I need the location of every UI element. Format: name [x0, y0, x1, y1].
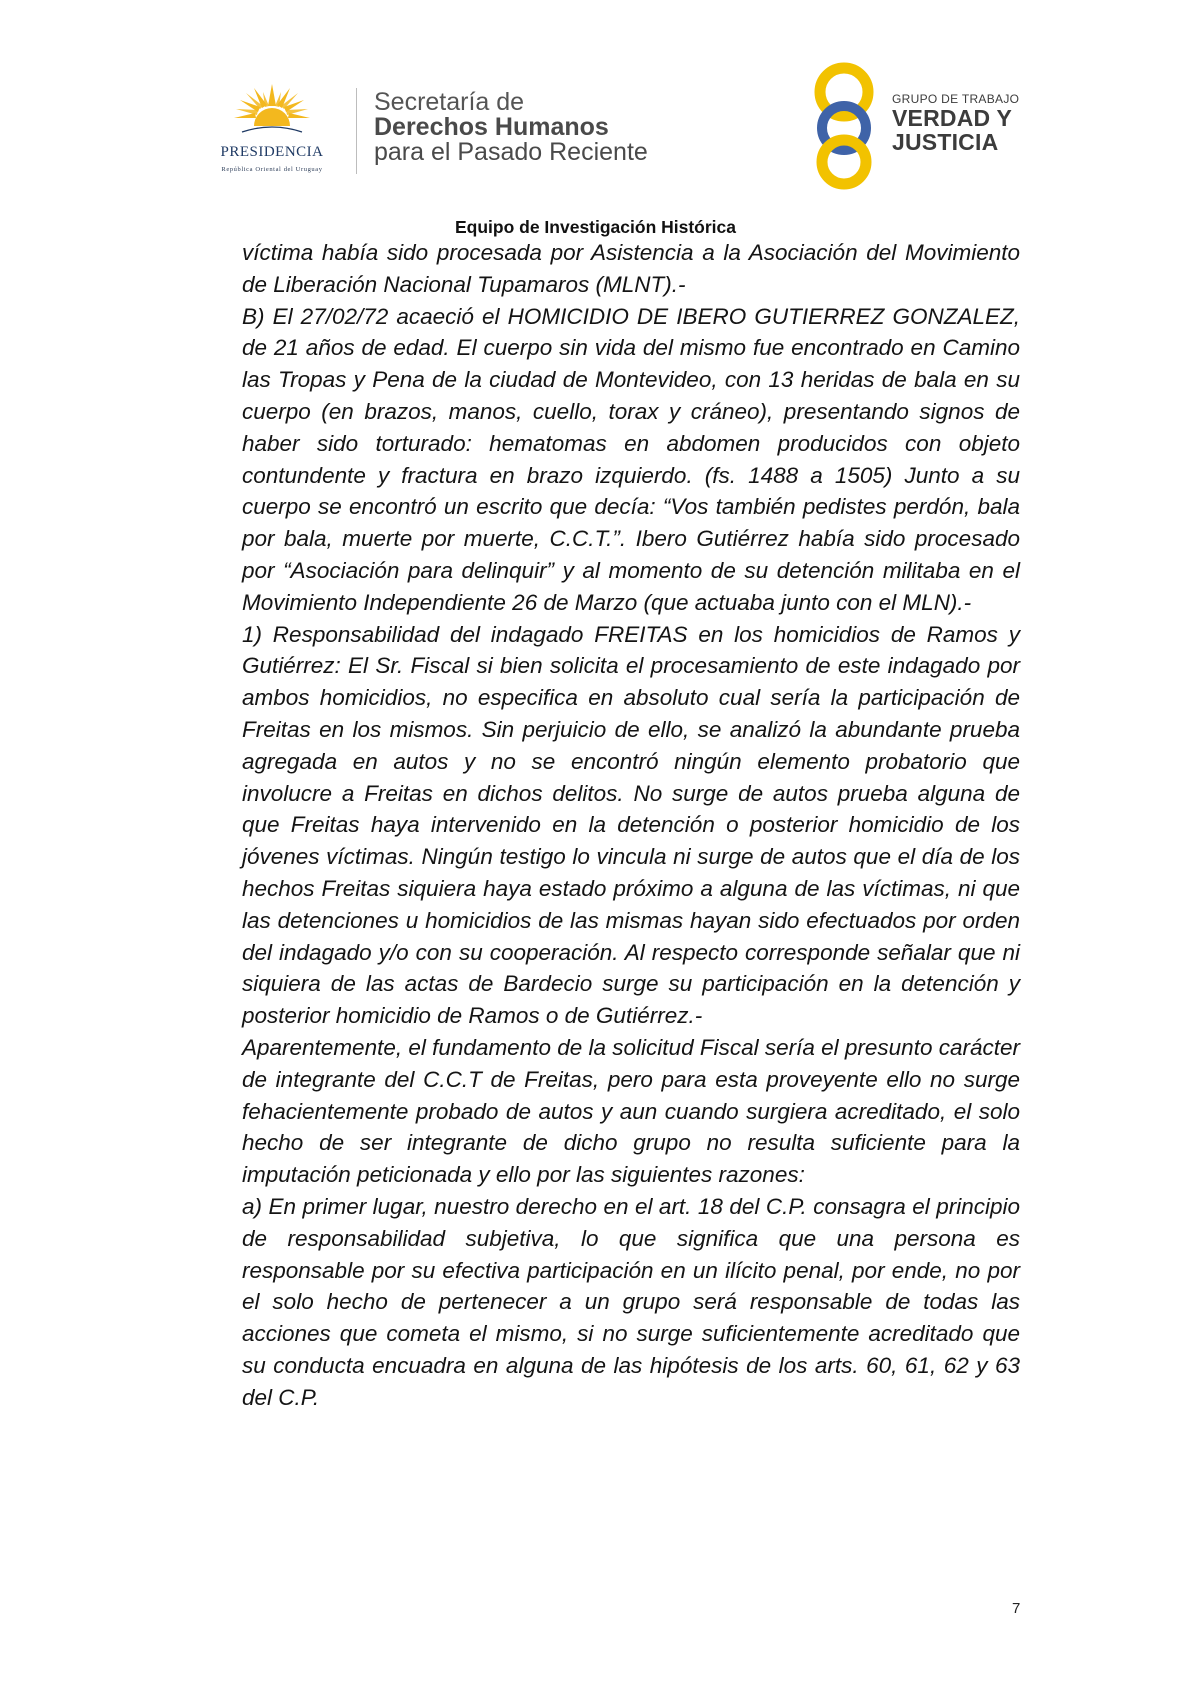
- paragraph-1: víctima había sido procesada por Asistencia a la Asociación del Movimiento de Liberación Nacional Tupamaros (MLNT).-: [242, 240, 1020, 297]
- interlocked-rings-icon: [808, 62, 888, 190]
- unit-title: Equipo de Investigación Histórica: [454, 217, 737, 237]
- grupo-line-2: VERDAD Y: [892, 105, 1013, 131]
- paragraph-3: 1) Responsabilidad del indagado FREITAS en los homicidios de Ramos y Gutiérrez: El Sr. Fiscal si bien solicita el procesamiento de este indagado por ambos homicidios, no especifica en absoluto cual sería la participación de Freitas en los mismos. Sin perjuicio de ello, se analizó la abundante prueba agregada en autos y no se encontró ningún elemento probatorio que involucre a Freitas en dichos delitos. No surge de autos prueba alguna de que Freitas haya intervenido en la detención o posterior homicidio de los jóvenes víctimas. Ningún testigo lo vincula ni surge de autos que el día de los hechos Freitas siquiera haya estado próximo a alguna de las víctimas, ni que las detenciones u homicidios de las mismas hayan sido efectuados por orden del indagado y/o con su cooperación. Al respecto corresponde señalar que ni siquiera de las actas de Bardecio surge su participación en la detención y posterior homicidio de Ramos o de Gutiérrez.-: [242, 621, 1020, 1029]
- paragraph-4: Aparentemente, el fundamento de la solicitud Fiscal sería el presunto carácter de integrante del C.C.T de Freitas, pero para esta proveyente ello no surge fehacientemente probado de autos y aun cuando surgiera acreditado, el solo hecho de ser integrante de dicho grupo no resulta suficiente para la imputación peticionada y ello por las siguientes razones:: [242, 1034, 1020, 1188]
- presidencia-logo: [196, 82, 348, 178]
- secretaria-logo-text: [374, 90, 648, 165]
- paragraph-5: a) En primer lugar, nuestro derecho en el art. 18 del C.P. consagra el principio de responsabilidad subjetiva, lo que significa que una persona es responsable por su efectiva participación en un ilícito penal, por ende, no por el solo hecho de pertenecer a un grupo será responsable de todas las acciones que cometa el mismo, si no surge suficientemente acreditado que su conducta encuadra en alguna de las hipótesis de los arts. 60, 61, 62 y 63 del C.P.: [242, 1193, 1020, 1410]
- sun-emblem-icon: [232, 82, 312, 146]
- secretaria-line-3: para el Pasado Reciente: [374, 138, 648, 166]
- header-divider: [356, 88, 357, 174]
- paragraph-2: B) El 27/02/72 acaeció el HOMICIDIO DE IBERO GUTIERREZ GONZALEZ, de 21 años de edad. El cuerpo sin vida del mismo fue encontrado en Camino las Tropas y Pena de la ciudad de Montevideo, con 13 heridas de bala en su cuerpo (en brazos, manos, cuello, torax y cráneo), presentando signos de haber sido torturado: hematomas en abdomen producidos con objeto contundente y fractura en brazo izquierdo. (fs. 1488 a 1505) Junto a su cuerpo se encontró un escrito que decía: “Vos también pedistes perdón, bala por bala, muerte por muerte, C.C.T.”. Ibero Gutiérrez había sido procesado por “Asociación para delinquir” y al momento de su detención militaba en el Movimiento Independiente 26 de Marzo (que actuaba junto con el MLN).-: [242, 303, 1020, 615]
- secretaria-line-1: Secretaría de: [374, 88, 525, 116]
- republica-wordmark: República Oriental del Uruguay: [221, 166, 323, 173]
- page-number: 7: [1012, 1600, 1021, 1617]
- secretaria-line-2: Derechos Humanos: [374, 113, 609, 141]
- grupo-line-1: GRUPO DE TRABAJO: [892, 92, 1020, 106]
- page-header: [0, 0, 1191, 200]
- grupo-verdad-justicia-logo: [808, 62, 1028, 190]
- grupo-line-3: JUSTICIA: [892, 129, 999, 155]
- document-body: [242, 237, 1020, 1413]
- presidencia-wordmark: PRESIDENCIA: [220, 144, 324, 160]
- grupo-verdad-justicia-text: [892, 92, 1019, 154]
